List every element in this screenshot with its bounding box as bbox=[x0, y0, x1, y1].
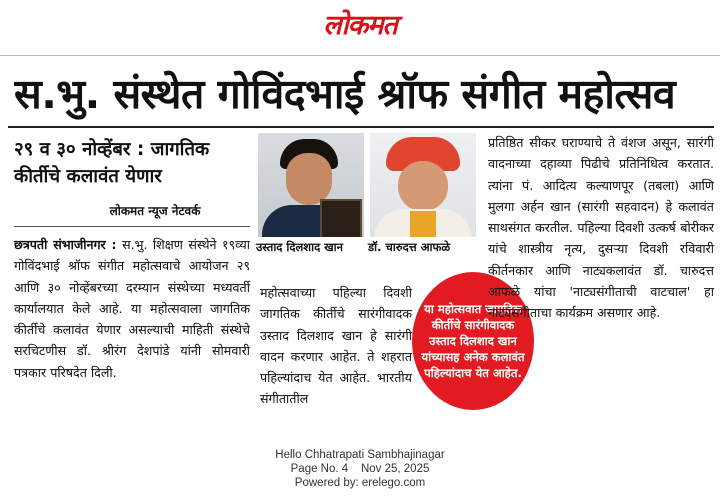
footer-page-date: Page No. 4 Nov 25, 2025 bbox=[290, 463, 430, 475]
byline: लोकमत न्यूज नेटवर्क bbox=[109, 204, 201, 218]
article-column-3: प्रतिष्ठित सीकर घराण्याचे ते वंशज असून, सारंगी वादनाच्या दहाव्या पिढीचे प्रतिनिधित्व करतात. त्यांना पं. आदित्य कल्याणपूर (तबला) आणि मुलगा अर्हन खान (सारंगी सहवादन) हे कलावंत साथसंगत करतील. पहिल्या दिवशी उत्कर्ष बोरीकर यांचे शास्त्रीय नृत्य, दुसऱ्या दिवशी रविवारी कीर्तनकार आणि नाट्यकलावंत डॉ. चारुदत्त आफळे यांचा 'नाट्यसंगीताची वाटचाल' हा नाट्यसंगीताचा कार्यक्रम असणार आहे. bbox=[488, 135, 714, 321]
footer-edition: Hello Chhatrapati Sambhajinagar bbox=[275, 449, 445, 461]
footer-powered-by: Powered by: erelego.com bbox=[294, 477, 426, 489]
pull-quote-text: या महोत्सवात जागतिक कीर्तीचे सारंगीवादक उस्ताद दिलशाद खान यांच्यासह अनेक कलावंत पहिल्यांदाच येत आहेत. bbox=[421, 302, 525, 380]
dateline: छत्रपती संभाजीनगर : bbox=[14, 237, 117, 252]
byline-rule bbox=[14, 226, 250, 227]
headline: स.भु. संस्थेत गोविंदभाई श्रॉफ संगीत महोत्सव bbox=[14, 70, 676, 118]
subheadline: २९ व ३० नोव्हेंबर : जागतिक कीर्तीचे कलावंत येणार bbox=[14, 139, 210, 187]
photo-caption: उस्ताद दिलशाद खान bbox=[256, 240, 343, 254]
article-column-1 bbox=[14, 234, 250, 424]
masthead bbox=[0, 0, 720, 56]
photo-charudatta-aphale bbox=[370, 133, 476, 237]
masthead-divider bbox=[0, 55, 720, 56]
photo-dilshad-khan bbox=[258, 133, 364, 237]
column-1-text: स.भु. शिक्षण संस्थेने १९व्या गोविंदभाई श्रॉफ संगीत महोत्सवाचे आयोजन २९ आणि ३० नोव्हेंबरच्या दरम्यान संस्थेच्या मध्यवर्ती कार्यालयात केले आहे. या महोत्सवाला जागतिक कीर्तीचे कलावंत येणार असल्याची माहिती संस्थेचे सरचिटणीस डॉ. श्रीरंग देशपांडे यांनी सोमवारी पत्रकार परिषदेत दिली. bbox=[14, 237, 250, 380]
headline-rule bbox=[8, 126, 714, 128]
page-footer bbox=[0, 448, 720, 494]
article-column-2: महोत्सवाच्या पहिल्या दिवशी जागतिक कीर्तीचे सारंगीवादक उस्ताद दिलशाद खान हे सारंगी वादन करणार आहेत. ते शहरात पहिल्यांदाच येत आहेत. भारतीय संगीतातील bbox=[260, 285, 412, 407]
photo-caption: डॉ. चारुदत्त आफळे bbox=[368, 240, 451, 254]
newspaper-logo: लोकमत bbox=[323, 10, 397, 41]
